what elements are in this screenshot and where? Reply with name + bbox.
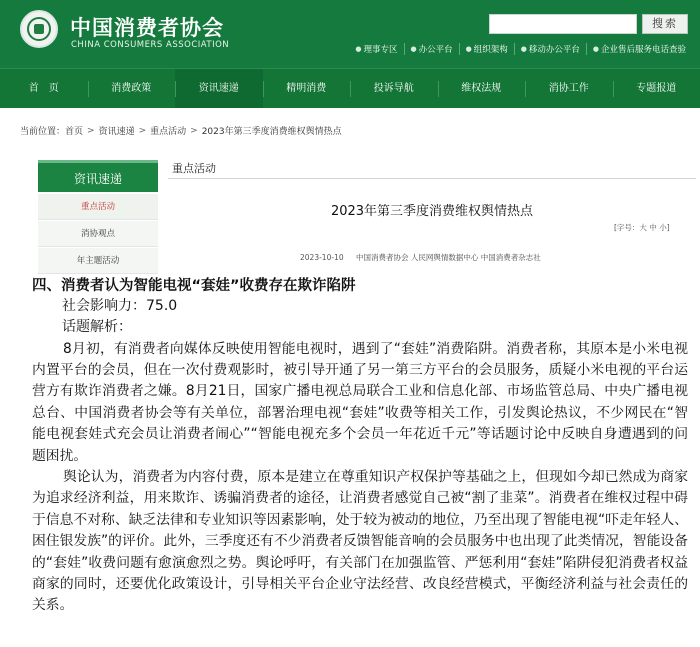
bullet-icon: ● — [465, 45, 472, 53]
nav-item-smart-consumption[interactable]: 精明消费 — [263, 69, 351, 108]
breadcrumb-separator: > — [190, 125, 198, 136]
bullet-icon: ● — [355, 45, 362, 53]
search-button[interactable]: 搜索 — [642, 14, 688, 34]
sidebar-item-annual-theme[interactable]: 年主题活动 — [38, 248, 158, 274]
nav-item-news[interactable]: 资讯速递 — [175, 69, 263, 108]
breadcrumb — [20, 124, 342, 137]
analysis-label: 话题解析： — [62, 319, 132, 336]
article-title: 2023年第三季度消费维权舆情热点 — [330, 204, 534, 219]
breadcrumb-news[interactable]: 资讯速递 — [98, 127, 135, 137]
sidebar-item-cca-views[interactable]: 消协观点 — [38, 221, 158, 247]
breadcrumb-separator: > — [138, 125, 147, 136]
top-link-service-phone[interactable]: ● 企业售后服务电话查验 — [586, 43, 692, 55]
site-header — [0, 0, 700, 68]
site-subtitle: CHINA CONSUMERS ASSOCIATION — [71, 40, 230, 50]
nav-item-special[interactable]: 专题报道 — [613, 69, 700, 108]
bullet-icon: ● — [410, 45, 417, 53]
nav-item-home[interactable]: 首 页 — [28, 83, 59, 94]
article-meta — [300, 252, 541, 263]
bullet-icon: ● — [520, 45, 527, 53]
breadcrumb-prefix: 当前位置： — [20, 127, 66, 137]
nav-item-laws[interactable]: 维权法规 — [438, 69, 526, 108]
article-body — [32, 276, 688, 617]
top-link-mobile-office[interactable]: ● 移动办公平台 — [514, 43, 586, 55]
font-size-switcher[interactable]: [字号：大 中 小] — [614, 223, 670, 232]
main-nav — [0, 68, 700, 108]
paragraph: 8月初，有消费者向媒体反映使用智能电视时，遇到了“套娃”消费陷阱。消费者称，其原本是小米电视内置平台的会员，但在一次付费观影时，被引导开通了另一第三方平台的会员服务，质疑小米电视的平台运营方有欺诈消费者之嫌。8月21日，国家广播电视总局联合工业和信息化部、市场监管总局、中央广播电视总台、中国消费者协会等有关单位，部署治理电视“套娃”收费等相关工作，引发舆论热议，不少网民在“智能电视套娃式充会员让消费者闹心”“智能电视充多个会员一年花近千元”等话题讨论中反映自身遭遇到的问题困扰。 — [32, 340, 688, 464]
top-link-organization[interactable]: ● 组织架构 — [459, 43, 514, 55]
divider — [168, 178, 696, 179]
nav-item-policy[interactable]: 消费政策 — [88, 69, 176, 108]
paragraph: 舆论认为，消费者为内容付费，原本是建立在尊重知识产权保护等基础之上，但现如今却已然成为商家为追求经济利益，用来欺诈、诱骗消费者的途径，让消费者感觉自己被“割了韭菜”。消费者在维权过程中碍于信息不对称、缺乏法律和专业知识等因素影响，处于较为被动的地位，乃至出现了智能电视“吓走年轻人、困住银发族”的评价。此外，三季度还有不少消费者反馈智能音响的会员服务中也出现了此类情况，智能设备的“套娃”收费问题有愈演愈烈之势。舆论呼吁，有关部门在加强监管、严惩利用“套娃”陷阱侵犯消费者权益商家的同时，还要优化政策设计，引导相关平台企业守法经营、改良经营模式，平衡经济利益与社会责任的关系。 — [32, 469, 688, 614]
article-heading: 四、消费者认为智能电视“套娃”收费存在欺诈陷阱 — [32, 278, 356, 294]
sidebar-title: 资讯速递 — [38, 160, 158, 192]
top-link-office[interactable]: ● 办公平台 — [404, 43, 459, 55]
breadcrumb-separator: > — [87, 125, 95, 136]
nav-item-work[interactable]: 消协工作 — [525, 69, 613, 108]
nav-item-complaint[interactable]: 投诉导航 — [350, 69, 438, 108]
breadcrumb-current: 2023年第三季度消费维权舆情热点 — [201, 127, 342, 137]
section-title: 重点活动 — [172, 162, 216, 175]
article-date: 2023-10-10 — [300, 253, 344, 262]
cca-logo-icon[interactable] — [20, 10, 58, 48]
sidebar-item-key-activities[interactable]: 重点活动 — [38, 194, 158, 220]
breadcrumb-activities[interactable]: 重点活动 — [150, 127, 187, 137]
search-input[interactable] — [489, 14, 637, 34]
top-link-council[interactable]: ● 理事专区 — [355, 45, 398, 55]
site-title[interactable]: 中国消费者协会 — [70, 16, 224, 40]
top-links — [349, 43, 692, 55]
bullet-icon: ● — [592, 45, 599, 53]
influence-score: 社会影响力：75.0 — [62, 298, 178, 314]
breadcrumb-home[interactable]: 首页 — [65, 127, 84, 137]
article-source: 中国消费者协会 人民网舆情数据中心 中国消费者杂志社 — [355, 253, 541, 262]
